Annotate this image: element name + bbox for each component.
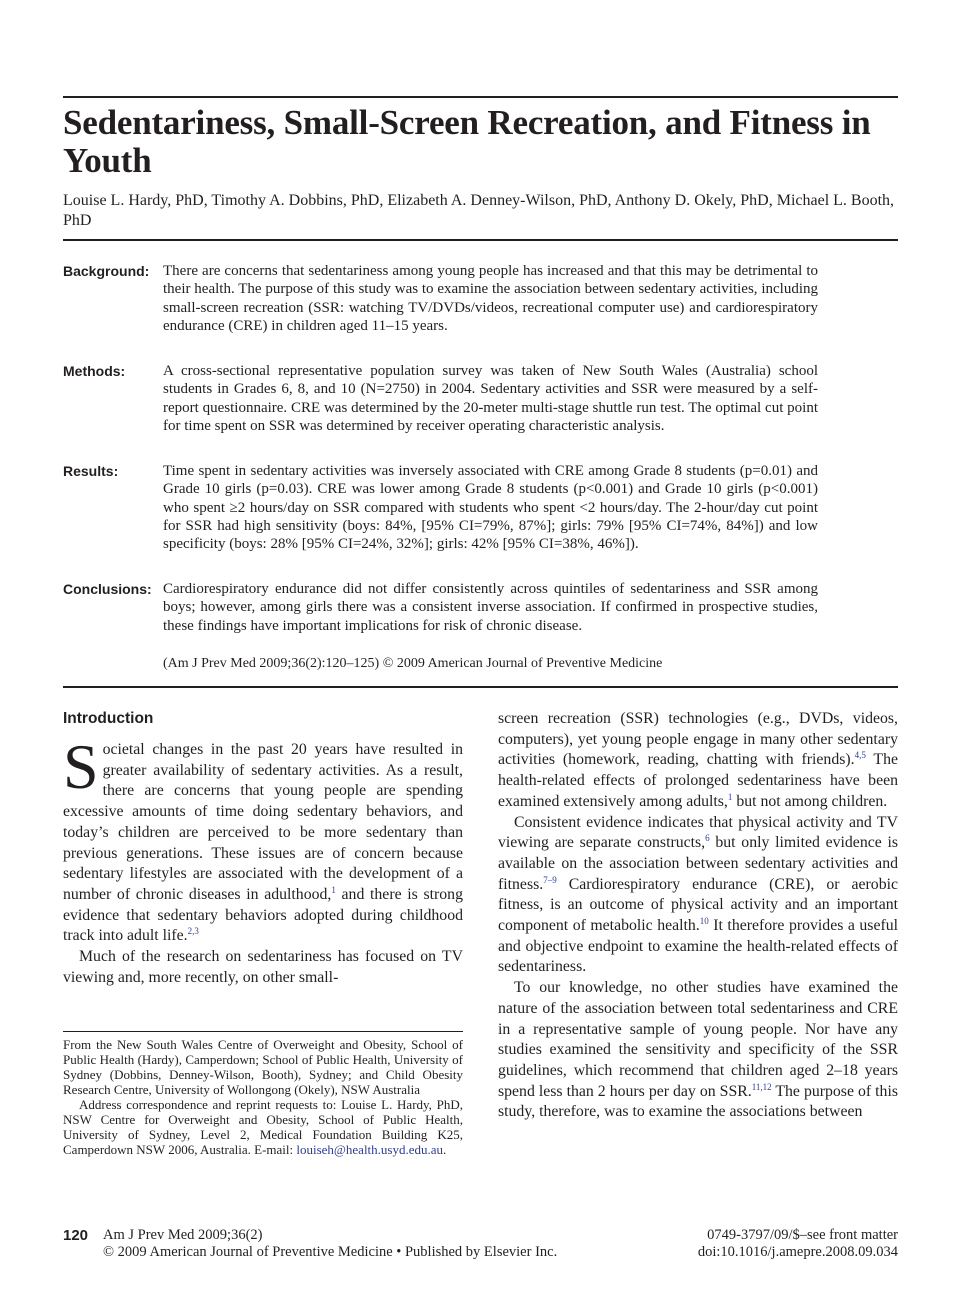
reference-link[interactable]: 7–9: [543, 874, 557, 885]
intro-paragraph-3: [498, 709, 898, 813]
intro-paragraph-2: Much of the research on sedentariness has focused on TV viewing and, more recently, on other small-: [63, 948, 463, 986]
footnotes: [63, 1037, 463, 1157]
intro-text: Cardiorespiratory endurance (CRE), or aerobic fitness, is an outcome of physical activity and an important component of metabolic health.: [498, 875, 898, 935]
abstract-label-results: Results:: [63, 463, 119, 479]
reference-link[interactable]: 2,3: [187, 926, 199, 937]
intro-text: and there is strong evidence that sedentary behaviors adopted during childhood track into adult life.: [63, 885, 463, 945]
section-heading-introduction: Introduction: [63, 710, 154, 727]
abstract-text-conclusions: Cardiorespiratory endurance did not differ consistently across quintiles of sedentariness and SSR among boys; however, among girls there was a consistent inverse association. If confirmed in prospective studies, these findings have important implications for risk of chronic disease.: [163, 581, 818, 634]
intro-text: screen recreation (SSR) technologies (e.g., DVDs, videos, computers), yet young people engage in many other sedentary activities (homework, reading, chatting with friends).: [498, 710, 898, 769]
intro-paragraph-1: [63, 731, 463, 947]
intro-text: Consistent evidence indicates that physical activity and TV viewing are separate constructs,: [498, 813, 898, 852]
abstract-rule: [63, 686, 898, 688]
page-number: 120: [63, 1227, 89, 1244]
footnote-rule: [63, 1031, 463, 1032]
issn-line: 0749-3797/09/$–see front matter: [707, 1227, 898, 1243]
article-title: Sedentariness, Small-Screen Recreation, and Fitness in Youth: [63, 103, 871, 180]
intro-text: To our knowledge, no other studies have examined the nature of the association between total sedentariness and CRE in a representative sample of young people. Nor have any studies examined the sensitivity and specificity of the SSR guidelines, which recommend that children aged 2–18 years spend less than 2 hours per day on SSR.: [498, 979, 898, 1100]
intro-paragraph-4: [498, 813, 898, 979]
email-link[interactable]: louiseh@health.usyd.edu.au: [296, 1142, 444, 1157]
author-list: Louise L. Hardy, PhD, Timothy A. Dobbins, PhD, Elizabeth A. Denney-Wilson, PhD, Anthony D. Okely, PhD, Michael L. Booth, PhD: [63, 192, 895, 229]
footnote-correspondence: [63, 1097, 463, 1157]
body-column-left: [63, 731, 463, 988]
header-rule: [63, 239, 898, 241]
abstract-citation: (Am J Prev Med 2009;36(2):120–125) © 2009 American Journal of Preventive Medicine: [163, 656, 663, 671]
abstract-text-background: There are concerns that sedentariness among young people has increased and that this may be detrimental to their health. The purpose of this study was to examine the association between sedentary activities, including small-screen recreation (SSR: watching TV/DVDs/videos, recreational computer use) and cardiorespiratory endurance (CRE) in children aged 11–15 years.: [163, 263, 818, 334]
correspondence-text: Address correspondence and reprint requests to: Louise L. Hardy, PhD, NSW Centre for Overweight and Obesity, School of Public Health, University of Sydney, Level 2, Medical Foundation Building K25, Camperdown NSW 2006, Australia. E-mail:: [63, 1097, 463, 1157]
intro-text: The purpose of this study, therefore, was to examine the associations between: [498, 1082, 898, 1121]
abstract-text-results: Time spent in sedentary activities was inversely associated with CRE among Grade 8 students (p=0.01) and Grade 10 girls (p=0.03). CRE was lower among Grade 8 students (p<0.001) and Grade 10 girls (p<0.001) who spent ≥2 hours/day on SSR compared with students who spent <2 hours/day. The 2-hour/day cut point for SSR had high sensitivity (boys: 84%, [95% CI=79%, 87%]; girls: 79% [95% CI=74%, 84%]) and low specificity (boys: 28% [95% CI=24%, 32%]; girls: 42% [95% CI=38%, 46%]).: [163, 463, 818, 553]
footnote-affiliations: From the New South Wales Centre of Overweight and Obesity, School of Public Health (Hardy), Camperdown; School of Public Health, University of Sydney (Dobbins, Denney-Wilson, Booth), Sydney; and Child Obesity Research Centre, University of Wollongong (Okely), NSW Australia: [63, 1037, 463, 1097]
reference-link[interactable]: 6: [705, 833, 710, 844]
footnote-end: .: [443, 1142, 447, 1157]
reference-link[interactable]: 1: [331, 884, 336, 895]
intro-text: ocietal changes in the past 20 years have resulted in greater availability of sedentary activities. As a result, there are concerns that young people are spending excessive amounts of time doing sedentary behaviors, and today’s children are perceived to be more sedentary than previous generations. These issues are of concern because sedentary lifestyles are associated with the development of a number of chronic diseases in adulthood,: [63, 741, 463, 903]
journal-reference: Am J Prev Med 2009;36(2): [103, 1227, 263, 1243]
intro-text: but not among children.: [732, 792, 888, 810]
intro-text: It therefore provides a useful and objective endpoint to examine the health-related effects of sedentariness.: [498, 917, 899, 976]
publisher-copyright: © 2009 American Journal of Preventive Medicine • Published by Elsevier Inc.: [103, 1244, 558, 1260]
drop-cap: S: [63, 731, 99, 802]
intro-text: but only limited evidence is available on the association between sedentary activities and fitness.: [498, 834, 899, 893]
reference-link[interactable]: 4,5: [854, 750, 866, 761]
reference-link[interactable]: 10: [699, 916, 709, 927]
abstract-label-conclusions: Conclusions:: [63, 581, 152, 597]
abstract-label-methods: Methods:: [63, 363, 126, 379]
abstract-label-background: Background:: [63, 263, 150, 279]
top-rule: [63, 96, 898, 98]
reference-link[interactable]: 1: [727, 791, 733, 802]
reference-link[interactable]: 11,12: [751, 1081, 772, 1092]
body-column-right: [498, 709, 898, 1123]
intro-paragraph-5: [498, 978, 898, 1123]
abstract-text-methods: A cross-sectional representative population survey was taken of New South Wales (Australia) school students in Grades 6, 8, and 10 (N=2750) in 2004. Sedentary activities and SSR were measured by a self-report questionnaire. CRE was determined by the 20-meter multi-stage shuttle run test. The optimal cut point for time spent on SSR was determined by receiver operating characteristic analysis.: [163, 363, 818, 434]
intro-text: The health-related effects of prolonged sedentariness have been examined extensively among adults,: [498, 751, 898, 810]
doi-line: doi:10.1016/j.amepre.2008.09.034: [697, 1244, 898, 1260]
